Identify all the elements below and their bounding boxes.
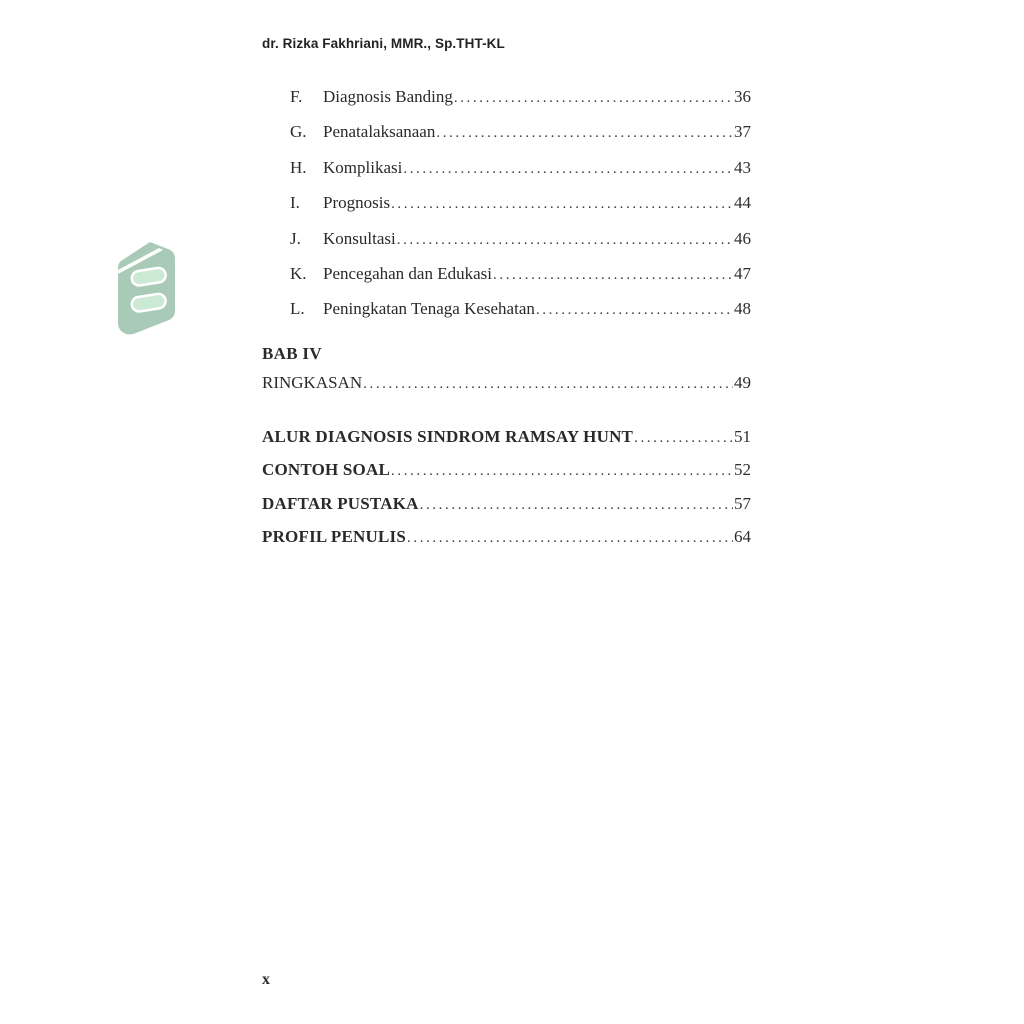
entry-title: CONTOH SOAL <box>262 460 390 480</box>
dot-leader <box>407 522 733 554</box>
dot-leader <box>536 294 733 327</box>
toc-entry <box>262 521 751 554</box>
entry-letter: J. <box>290 228 301 248</box>
entry-title: ALUR DIAGNOSIS SINDROM RAMSAY HUNT <box>262 426 634 446</box>
toc-entry <box>262 115 751 150</box>
toc-entry <box>262 222 751 257</box>
toc-entry <box>262 257 751 292</box>
table-of-contents <box>262 80 751 554</box>
entry-page: 57 <box>734 493 751 513</box>
entry-page: 36 <box>734 87 751 106</box>
book-logo-icon <box>113 241 179 336</box>
toc-entry <box>262 368 751 399</box>
dot-leader <box>436 117 733 150</box>
entry-page: 44 <box>734 193 751 213</box>
entry-title: Komplikasi <box>323 157 403 177</box>
toc-entry <box>262 80 751 115</box>
toc-entry <box>262 292 751 327</box>
entry-title: Peningkatan Tenaga Kesehatan <box>323 299 535 319</box>
dot-leader <box>420 489 733 521</box>
entry-page: 43 <box>734 157 751 177</box>
entry-title: Diagnosis Banding <box>323 87 453 106</box>
entry-letter: I. <box>290 193 300 213</box>
entry-page: 46 <box>734 228 751 248</box>
entry-letter: L. <box>290 299 305 319</box>
entry-letter: G. <box>290 122 307 142</box>
entry-page: 52 <box>734 460 751 480</box>
entry-page: 49 <box>734 372 751 392</box>
dot-leader <box>403 153 733 186</box>
toc-entry <box>262 151 751 186</box>
toc-entry <box>262 186 751 221</box>
entry-title: Konsultasi <box>323 228 396 248</box>
page-number: x <box>262 971 270 988</box>
entry-title: Penatalaksanaan <box>323 122 436 142</box>
entry-letter: F. <box>290 87 303 106</box>
dot-leader <box>493 259 733 292</box>
entry-title: DAFTAR PUSTAKA <box>262 493 419 513</box>
dot-leader <box>363 369 733 399</box>
chapter-label: BAB IV <box>262 343 322 363</box>
entry-page: 64 <box>734 527 751 547</box>
entry-title: Pencegahan dan Edukasi <box>323 264 492 284</box>
main-entries-block <box>262 421 751 555</box>
toc-entry <box>262 454 751 487</box>
entry-letter: H. <box>290 157 307 177</box>
entry-page: 37 <box>734 122 751 142</box>
toc-entry <box>262 421 751 454</box>
entry-title: Prognosis <box>323 193 391 213</box>
dot-leader <box>391 455 733 487</box>
page-header-author: dr. Rizka Fakhriani, MMR., Sp.THT-KL <box>262 36 505 51</box>
entry-title: RINGKASAN <box>262 372 363 392</box>
dot-leader <box>454 82 733 115</box>
dot-leader <box>391 188 733 221</box>
entry-page: 51 <box>734 426 751 446</box>
entry-page: 47 <box>734 264 751 284</box>
entry-page: 48 <box>734 299 751 319</box>
dot-leader <box>634 422 733 454</box>
entry-title: PROFIL PENULIS <box>262 527 407 547</box>
entry-letter: K. <box>290 264 307 284</box>
toc-entry <box>262 488 751 521</box>
dot-leader <box>397 224 733 257</box>
